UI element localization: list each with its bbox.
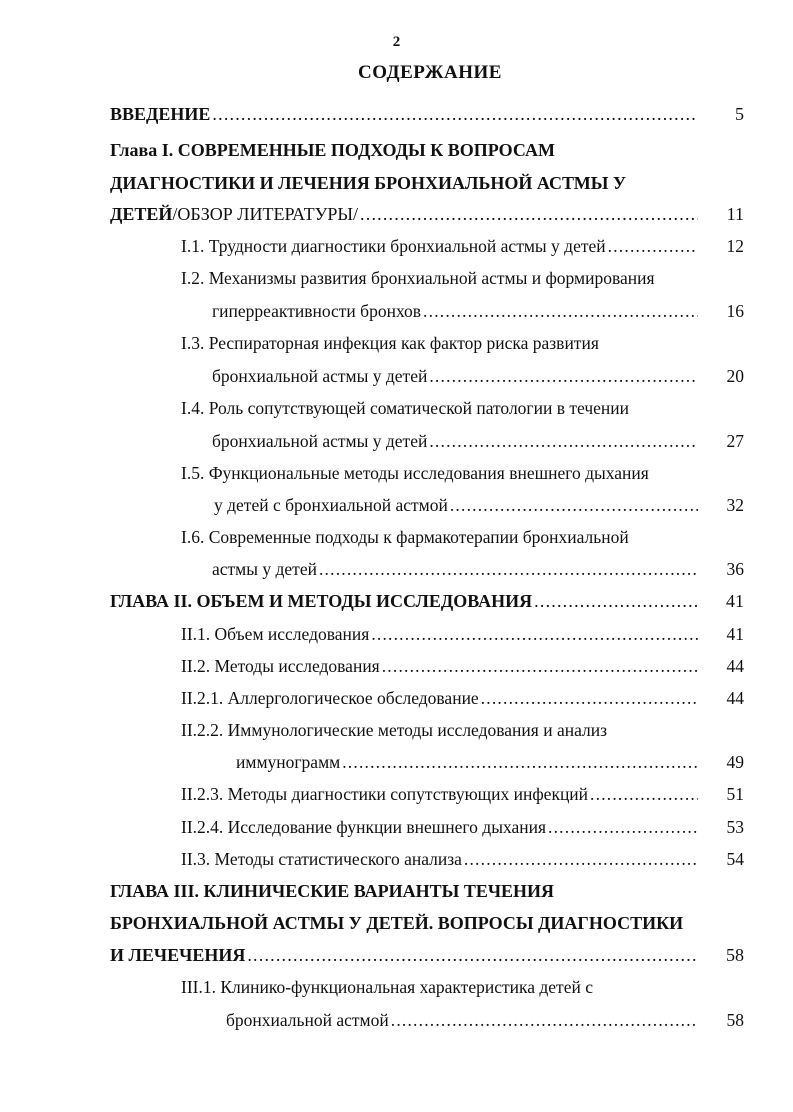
toc-entry-text: ГЛАВА II. ОБЪЕМ И МЕТОДЫ ИССЛЕДОВАНИЯ [110, 591, 533, 611]
toc-entry-text: /ОБЗОР ЛИТЕРАТУРЫ/ [172, 204, 359, 224]
toc-entry-text: II.1. Объем исследования [181, 624, 370, 644]
toc-entry-3-1 [181, 970, 700, 998]
page-number: 2 [392, 34, 401, 50]
toc-entry-text: ДИАГНОСТИКИ И ЛЕЧЕНИЯ БРОНХИАЛЬНОЙ АСТМЫ У [110, 173, 627, 193]
toc-entry-page: 53 [726, 817, 744, 837]
dot-leader [450, 494, 698, 516]
toc-entry-1-4-cont [212, 424, 744, 452]
toc-entry-page: 44 [726, 656, 744, 676]
toc-entry-page: 58 [726, 945, 744, 965]
toc-entry-1-2 [181, 261, 700, 289]
toc-entry-text: I.6. Современные подходы к фармакотерапии бронхиальной [181, 527, 629, 547]
toc-entry-text: II.3. Методы статистического анализа [181, 849, 462, 869]
toc-entry-page: 41 [726, 591, 744, 611]
toc-entry-3-1-cont [226, 1003, 744, 1031]
toc-entry-introduction [110, 97, 744, 125]
dot-leader [423, 300, 698, 322]
toc-entry-1-3 [181, 326, 700, 354]
toc-entry-text: И ЛЕЧЕЧЕНИЯ [110, 945, 246, 965]
toc-entry-1-3-cont [212, 359, 744, 387]
toc-entry-1-6 [181, 520, 700, 548]
toc-entry-text: у детей с бронхиальной астмой [214, 495, 448, 515]
toc-entry-page: 5 [735, 104, 744, 124]
dot-leader [429, 430, 698, 452]
toc-entry-text: ВВЕДЕНИЕ [110, 104, 211, 124]
toc-entry-page: 58 [726, 1010, 744, 1030]
toc-entry-page: 11 [726, 204, 744, 224]
toc-entry-text: II.2. Методы исследования [181, 656, 380, 676]
toc-entry-1-1 [181, 229, 744, 257]
toc-entry-page: 36 [726, 559, 744, 579]
toc-entry-text: I.2. Механизмы развития бронхиальной астмы и формирования [181, 268, 655, 288]
toc-entry-chapter-3 [110, 874, 700, 902]
toc-entry-chapter-1-cont [110, 166, 700, 194]
toc-entry-text: бронхиальной астмой [226, 1010, 389, 1030]
toc-entry-1-5 [181, 456, 700, 484]
toc-entry-2-2-3 [181, 777, 744, 805]
dot-leader [371, 623, 698, 645]
toc-entry-text: гиперреактивности бронхов [212, 301, 422, 321]
dot-leader [391, 1009, 698, 1031]
toc-entry-text: бронхиальной астмы у детей [212, 431, 428, 451]
toc-entry-text: I.3. Респираторная инфекция как фактор риска развития [181, 333, 599, 353]
toc-entry-page: 32 [726, 495, 744, 515]
toc-entry-text: астмы у детей [212, 559, 317, 579]
dot-leader [319, 558, 698, 580]
toc-entry-text: ГЛАВА III. КЛИНИЧЕСКИЕ ВАРИАНТЫ ТЕЧЕНИЯ [110, 881, 555, 901]
toc-entry-2-2-4 [181, 810, 744, 838]
toc-entry-page: 12 [726, 236, 744, 256]
toc-entry-text: II.2.3. Методы диагностики сопутствующих инфекций [181, 784, 589, 804]
toc-entry-2-2-2 [181, 713, 700, 741]
dot-leader [590, 783, 698, 805]
toc-entry-1-4 [181, 391, 700, 419]
dot-leader [548, 816, 698, 838]
toc-entry-text: III.1. Клинико-функциональная характеристика детей с [181, 977, 593, 997]
toc-entry-page: 54 [726, 849, 744, 869]
dot-leader [464, 848, 698, 870]
toc-entry-text-bold: ДЕТЕЙ [110, 204, 173, 224]
dot-leader [342, 751, 698, 773]
toc-entry-text: БРОНХИАЛЬНОЙ АСТМЫ У ДЕТЕЙ. ВОПРОСЫ ДИАГНОСТИКИ [110, 913, 684, 933]
toc-entry-page: 49 [726, 752, 744, 772]
toc-entry-page: 20 [726, 366, 744, 386]
dot-leader [382, 655, 698, 677]
toc-entry-chapter-3-cont [110, 906, 700, 934]
toc-entry-1-5-cont [214, 488, 744, 516]
toc-entry-chapter-2 [110, 584, 744, 612]
toc-entry-chapter-3-end [110, 938, 744, 966]
toc-entry-text: I.4. Роль сопутствующей соматической патологии в течении [181, 398, 629, 418]
toc-entry-text: II.2.4. Исследование функции внешнего дыхания [181, 817, 547, 837]
toc-entry-1-2-cont [212, 294, 744, 322]
toc-entry-text: иммунограмм [236, 752, 341, 772]
toc-entry-2-2 [181, 649, 744, 677]
toc-entry-2-3 [181, 842, 744, 870]
dot-leader [534, 590, 698, 612]
toc-entry-page: 27 [726, 431, 744, 451]
dot-leader [481, 687, 698, 709]
dot-leader [429, 365, 698, 387]
toc-entry-2-2-2-cont [236, 745, 744, 773]
dot-leader [247, 944, 698, 966]
toc-entry-text: I.1. Трудности диагностики бронхиальной астмы у детей [181, 236, 606, 256]
toc-entry-page: 44 [726, 688, 744, 708]
toc-entry-text: бронхиальной астмы у детей [212, 366, 428, 386]
toc-entry-text: II.2.1. Аллергологическое обследование [181, 688, 479, 708]
toc-entry-1-6-cont [212, 552, 744, 580]
toc-entry-page: 51 [726, 784, 744, 804]
toc-entry-text: II.2.2. Иммунологические методы исследования и анализ [181, 720, 608, 740]
toc-entry-chapter-1-end [110, 197, 744, 225]
toc-entry-page: 41 [726, 624, 744, 644]
dot-leader [360, 203, 698, 225]
toc-entry-2-2-1 [181, 681, 744, 709]
toc-entry-2-1 [181, 617, 744, 645]
page-title: СОДЕРЖАНИЕ [358, 62, 502, 83]
toc-entry-text: Глава I. СОВРЕМЕННЫЕ ПОДХОДЫ К ВОПРОСАМ [110, 140, 555, 160]
toc-entry-chapter-1 [110, 133, 700, 161]
dot-leader [212, 103, 698, 125]
toc-entry-text: I.5. Функциональные методы исследования внешнего дыхания [181, 463, 649, 483]
toc-entry-page: 16 [726, 301, 744, 321]
dot-leader [608, 235, 698, 257]
